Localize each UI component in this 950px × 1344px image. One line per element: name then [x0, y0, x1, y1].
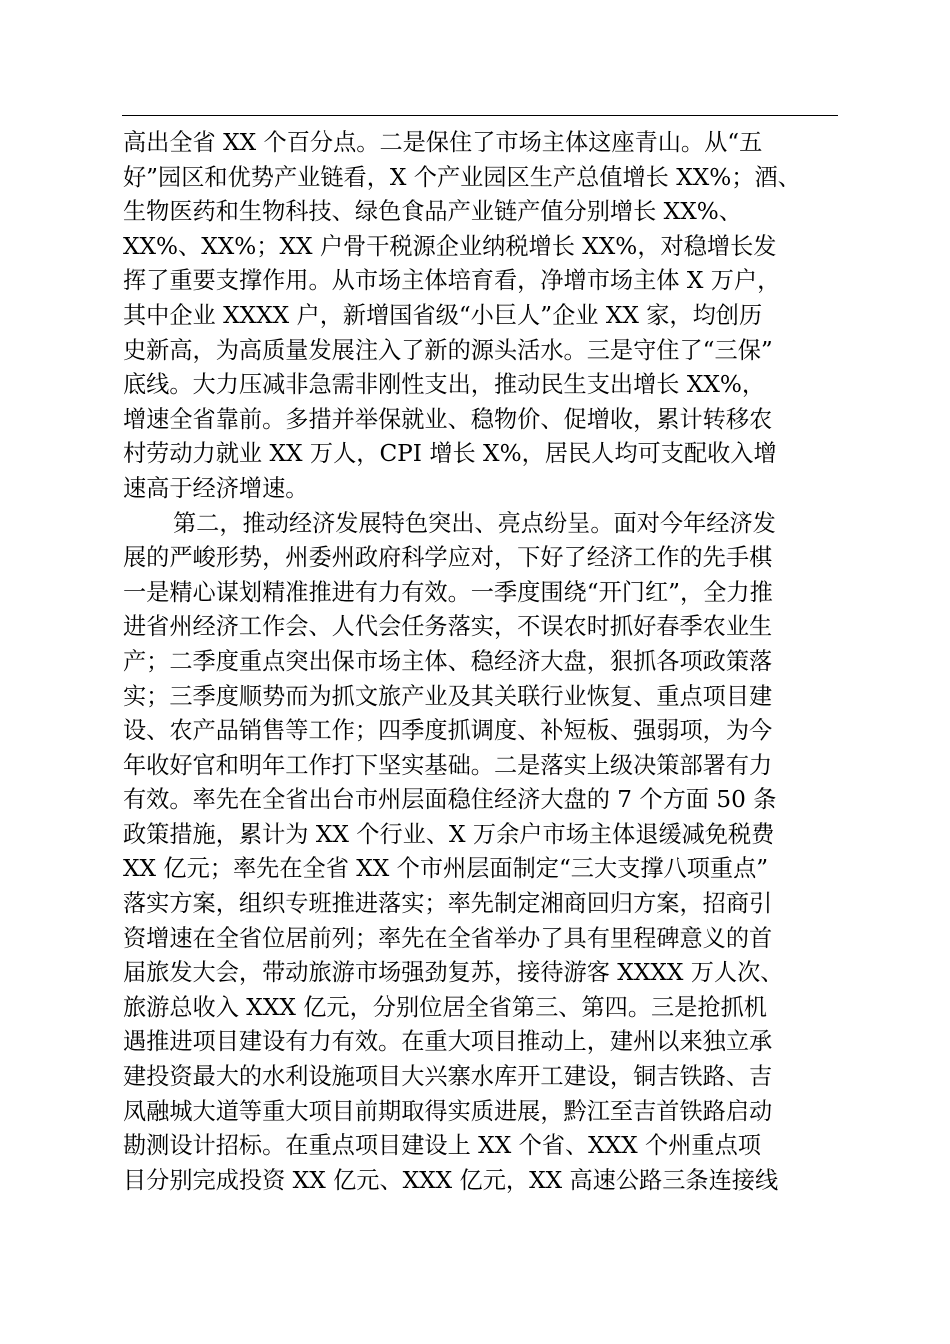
text-line: 资增速在全省位居前列；率先在全省举办了具有里程碑意义的首: [123, 924, 773, 952]
text-line: 一是精心谋划精准推进有力有效。一季度围绕“开门红”，全力推: [123, 578, 773, 606]
text-line: 进省州经济工作会、人代会任务落实，不误农时抓好春季农业生: [123, 613, 773, 641]
text-line: 底线。大力压减非急需非刚性支出，推动民生支出增长 XX%，: [123, 371, 766, 399]
text-line: 好”园区和优势产业链看，X 个产业园区生产总值增长 XX%；酒、: [123, 163, 801, 191]
text-line: 建投资最大的水利设施项目大兴寨水库开工建设，铜吉铁路、吉: [123, 1063, 773, 1091]
text-line: 年收好官和明年工作打下坚实基础。二是落实上级决策部署有力: [123, 751, 773, 779]
text-line: 生物医药和生物科技、绿色食品产业链产值分别增长 XX%、: [123, 198, 742, 226]
text-line: 旅游总收入 XXX 亿元，分别位居全省第三、第四。三是抢抓机: [123, 993, 767, 1021]
text-line: 落实方案，组织专班推进落实；率先制定湘商回归方案，招商引: [123, 890, 773, 918]
text-line: 有效。率先在全省出台市州层面稳住经济大盘的 7 个方面 50 条: [123, 786, 777, 814]
text-line: 增速全省靠前。多措并举保就业、稳物价、促增收，累计转移农: [123, 405, 773, 433]
text-line: 村劳动力就业 XX 万人，CPI 增长 X%，居民人均可支配收入增: [123, 440, 777, 468]
text-line: 史新高，为高质量发展注入了新的源头活水。三是守住了“三保”: [123, 336, 773, 364]
text-line: 凤融城大道等重大项目前期取得实质进展，黔江至吉首铁路启动: [123, 1097, 773, 1125]
text-line: XX%、XX%；XX 户骨干税源企业纳税增长 XX%，对稳增长发: [123, 232, 777, 260]
text-line: 设、农产品销售等工作；四季度抓调度、补短板、强弱项，为今: [123, 717, 773, 745]
text-line: 其中企业 XXXX 户，新增国省级“小巨人”企业 XX 家，均创历: [123, 301, 763, 329]
text-line: 遇推进项目建设有力有效。在重大项目推动上，建州以来独立承: [123, 1028, 773, 1056]
text-line: 届旅发大会，带动旅游市场强劲复苏，接待游客 XXXX 万人次、: [123, 959, 784, 987]
document-body: [123, 126, 863, 1198]
paragraph-start-line: 第二，推动经济发展特色突出、亮点纷呈。面对今年经济发: [173, 509, 776, 537]
text-line: 速高于经济增速。: [123, 474, 309, 502]
header-rule: [122, 115, 838, 116]
text-line: 挥了重要支撑作用。从市场主体培育看，净增市场主体 X 万户，: [123, 267, 781, 295]
text-line: 目分别完成投资 XX 亿元、XXX 亿元，XX 高速公路三条连接线: [123, 1166, 779, 1194]
text-line: 政策措施，累计为 XX 个行业、X 万余户市场主体退缓减免税费: [123, 820, 775, 848]
text-line: XX 亿元；率先在全省 XX 个市州层面制定“三大支撑八项重点”: [123, 855, 769, 883]
text-line: 展的严峻形势，州委州政府科学应对，下好了经济工作的先手棋: [123, 544, 773, 572]
text-line: 产；二季度重点突出保市场主体、稳经济大盘，狠抓各项政策落: [123, 647, 773, 675]
text-line: 勘测设计招标。在重点项目建设上 XX 个省、XXX 个州重点项: [123, 1132, 761, 1160]
text-line: 实；三季度顺势而为抓文旅产业及其关联行业恢复、重点项目建: [123, 682, 773, 710]
text-line: 高出全省 XX 个百分点。二是保住了市场主体这座青山。从“五: [123, 129, 763, 156]
